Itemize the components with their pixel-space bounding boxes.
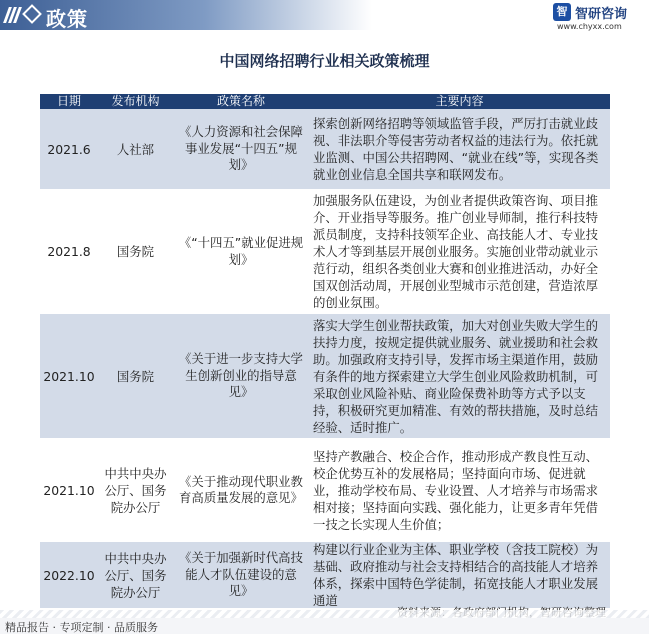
date-cell: 2021.8 xyxy=(47,244,91,259)
content-cell: 探索创新网络招聘等领域监管手段，严厉打击就业歧视、非法职介等侵害劳动者权益的违法行为。依托就业监测、中国公共招聘网、“就业在线”等，实现各类就业创业信息全国共享和联网发布。 xyxy=(313,116,599,182)
content-cell: 加强服务队伍建设，为创业者提供政策咨询、项目推介、开业指导等服务。推广创业导师制，推行科技特派员制度，支持科技领军企业、高技能人才、专业技术人才等到基层开展创业服务。实施创业带动就业示范行动，组织各类创业大赛和创业推进活动，办好全国双创活动周，开展创业型城市示范创建，营造浓厚的创业氛围。 xyxy=(313,193,598,310)
date-cell: 2021.10 xyxy=(43,368,95,384)
table-row xyxy=(40,542,610,609)
column-header-policy: 政策名称 xyxy=(216,94,265,108)
table-row xyxy=(40,190,610,314)
policy-cell: 《人力资源和社会保障事业发展“十四五”规划》 xyxy=(179,124,303,173)
content-cell: 落实大学生创业帮扶政策，加大对创业失败大学生的扶持力度，按规定提供就业服务、就业援助和社会救助。加强政府支持引导，发挥市场主渠道作用，鼓励有条件的地方探索建立大学生创业风险救助机制，可采取创业风险补贴、商业险保费补助等方式予以支持，积极研究更加精准、有效的帮扶措施，及时总结经验、适时推广。 xyxy=(313,317,598,435)
footer-divider xyxy=(0,610,649,618)
header-banner xyxy=(0,0,649,30)
date-cell: 2021.10 xyxy=(43,482,95,498)
table-row xyxy=(40,109,610,190)
brand-name: 智研咨询 xyxy=(575,7,628,22)
brand-logo-block xyxy=(553,2,645,32)
column-header-org: 发布机构 xyxy=(111,94,160,108)
org-cell: 中共中央办公厅、国务院办公厅 xyxy=(104,465,167,515)
column-header-content: 主要内容 xyxy=(435,94,484,108)
content-cell: 构建以行业企业为主体、职业学校（含技工院校）为基础、政府推动与社会支持相结合的高技能人才培养体系，探索中国特色学徒制，拓宽技能人才职业发展通道 xyxy=(313,542,598,608)
policy-cell: 《关于加强新时代高技能人才队伍建设的意见》 xyxy=(179,550,303,599)
diamond-icon xyxy=(22,4,42,24)
column-header-date: 日期 xyxy=(56,94,81,108)
org-cell: 国务院 xyxy=(116,368,155,384)
page-title: 中国网络招聘行业相关政策梳理 xyxy=(219,52,430,70)
date-cell: 2021.6 xyxy=(47,141,91,157)
content-cell: 坚持产教融合、校企合作，推动形成产教良性互动、校企优势互补的发展格局；坚持面向市场、促进就业，推动学校布局、专业设置、人才培养与市场需求相对接；坚持面向实践、强化能力，让更多青年凭借一技之长实现人生价值； xyxy=(313,448,598,532)
brand-logo-icon: 智 xyxy=(553,3,571,21)
policy-cell: 《关于推动现代职业教育高质量发展的意见》 xyxy=(179,473,303,505)
header-bar xyxy=(0,0,372,30)
table-row xyxy=(40,439,610,542)
org-cell: 中共中央办公厅、国务院办公厅 xyxy=(104,550,167,600)
date-cell: 2022.10 xyxy=(43,567,95,583)
table-row xyxy=(40,314,610,439)
policy-table xyxy=(40,94,610,609)
section-title: 政策 xyxy=(46,7,88,31)
stripes-icon xyxy=(6,7,18,23)
policy-cell: 《关于进一步支持大学生创新创业的指导意见》 xyxy=(179,351,303,400)
policy-cell: 《“十四五”就业促进规划》 xyxy=(178,235,304,267)
org-cell: 国务院 xyxy=(116,244,155,259)
footer-bar xyxy=(0,618,649,634)
table-header xyxy=(40,94,610,109)
brand-url: www.chyxx.com xyxy=(557,22,622,31)
footer-slogan: 精品报告 · 专项定制 · 品质服务 xyxy=(5,621,158,634)
org-cell: 人社部 xyxy=(116,141,155,157)
